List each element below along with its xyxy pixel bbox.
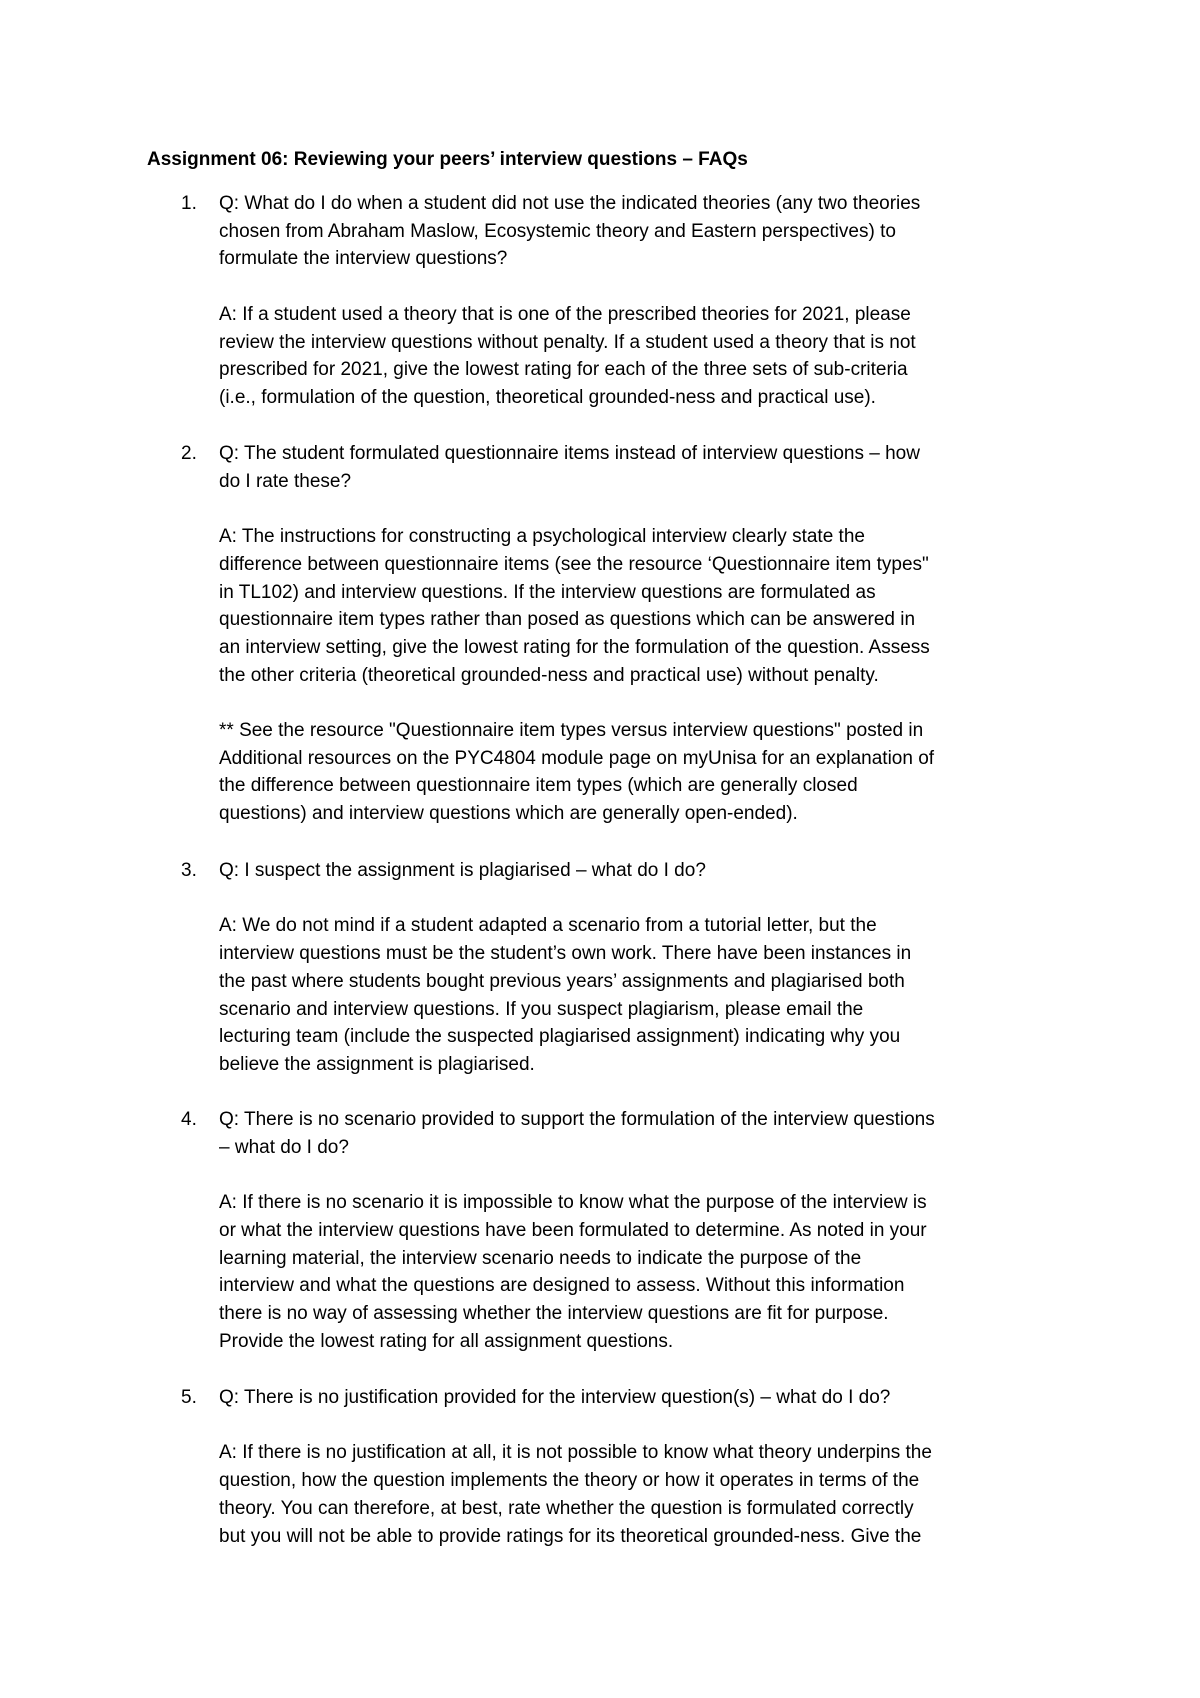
- faq-question-line: do I rate these?: [219, 470, 352, 492]
- faq-note-line: questions) and interview questions which are generally open-ended).: [219, 803, 798, 825]
- faq-number: 3.: [181, 860, 197, 881]
- faq-answer-line: A: If there is no justification at all, it is not possible to know what theory underpins the: [219, 1442, 932, 1464]
- faq-note-line: the difference between questionnaire item types (which are generally closed: [219, 775, 858, 797]
- faq-number: 4.: [181, 1109, 197, 1130]
- faq-question-line: Q: There is no justification provided for the interview question(s) – what do I do?: [219, 1387, 891, 1408]
- faq-number: 5.: [181, 1387, 197, 1408]
- faq-question-line: Q: The student formulated questionnaire items instead of interview questions – how: [219, 443, 920, 464]
- faq-question-line: Q: What do I do when a student did not use the indicated theories (any two theories: [219, 193, 921, 214]
- faq-question-line: chosen from Abraham Maslow, Ecosystemic theory and Eastern perspectives) to: [219, 220, 896, 242]
- faq-answer-line: review the interview questions without penalty. If a student used a theory that is not: [219, 331, 916, 353]
- document-title: Assignment 06: Reviewing your peers’ interview questions – FAQs: [147, 149, 748, 170]
- faq-answer-line: A: If a student used a theory that is one of the prescribed theories for 2021, please: [219, 303, 911, 325]
- faq-answer-line: learning material, the interview scenario needs to indicate the purpose of the: [219, 1247, 862, 1269]
- faq-question-line: Q: I suspect the assignment is plagiarised – what do I do?: [219, 860, 706, 881]
- faq-answer-line: prescribed for 2021, give the lowest rating for each of the three sets of sub-criteria: [219, 359, 908, 381]
- faq-answer-line: A: The instructions for constructing a psychological interview clearly state the: [219, 526, 865, 548]
- faq-answer-line: scenario and interview questions. If you suspect plagiarism, please email the: [219, 998, 864, 1020]
- faq-note-line: Additional resources on the PYC4804 module page on myUnisa for an explanation of: [219, 747, 935, 769]
- faq-answer-line: question, how the question implements the theory or how it operates in terms of the: [219, 1470, 920, 1492]
- faq-number: 1.: [181, 193, 197, 214]
- faq-answer-line: but you will not be able to provide ratings for its theoretical grounded-ness. Give the: [219, 1525, 922, 1547]
- faq-answer-line: interview questions must be the student’s own work. There have been instances in: [219, 943, 912, 965]
- faq-answer-line: Provide the lowest rating for all assignment questions.: [219, 1330, 674, 1352]
- faq-answer-line: believe the assignment is plagiarised.: [219, 1053, 535, 1075]
- faq-answer-line: lecturing team (include the suspected plagiarised assignment) indicating why you: [219, 1026, 901, 1048]
- faq-answer-line: the other criteria (theoretical grounded-ness and practical use) without penalty.: [219, 664, 879, 686]
- faq-question-line: Q: There is no scenario provided to support the formulation of the interview questions: [219, 1109, 935, 1130]
- faq-note-line: ** See the resource "Questionnaire item types versus interview questions" posted in: [219, 720, 924, 741]
- faq-number: 2.: [181, 443, 197, 464]
- faq-answer-line: (i.e., formulation of the question, theoretical grounded-ness and practical use).: [219, 386, 876, 408]
- faq-answer-line: in TL102) and interview questions. If the interview questions are formulated as: [219, 581, 876, 603]
- faq-answer-line: theory. You can therefore, at best, rate whether the question is formulated correctly: [219, 1497, 914, 1519]
- faq-question-line: – what do I do?: [219, 1136, 349, 1158]
- faq-answer-line: difference between questionnaire items (see the resource ‘Questionnaire item types": [219, 553, 929, 575]
- faq-answer-line: an interview setting, give the lowest rating for the formulation of the question. Assess: [219, 636, 930, 658]
- faq-answer-line: questionnaire item types rather than posed as questions which can be answered in: [219, 609, 916, 631]
- faq-answer-line: A: If there is no scenario it is impossible to know what the purpose of the interview is: [219, 1192, 927, 1214]
- faq-answer-line: interview and what the questions are designed to assess. Without this information: [219, 1275, 905, 1297]
- faq-answer-line: the past where students bought previous years’ assignments and plagiarised both: [219, 970, 905, 992]
- faq-question-line: formulate the interview questions?: [219, 248, 508, 270]
- faq-answer-line: A: We do not mind if a student adapted a scenario from a tutorial letter, but the: [219, 915, 877, 937]
- faq-answer-line: there is no way of assessing whether the interview questions are fit for purpose.: [219, 1302, 889, 1324]
- faq-answer-line: or what the interview questions have been formulated to determine. As noted in your: [219, 1219, 927, 1241]
